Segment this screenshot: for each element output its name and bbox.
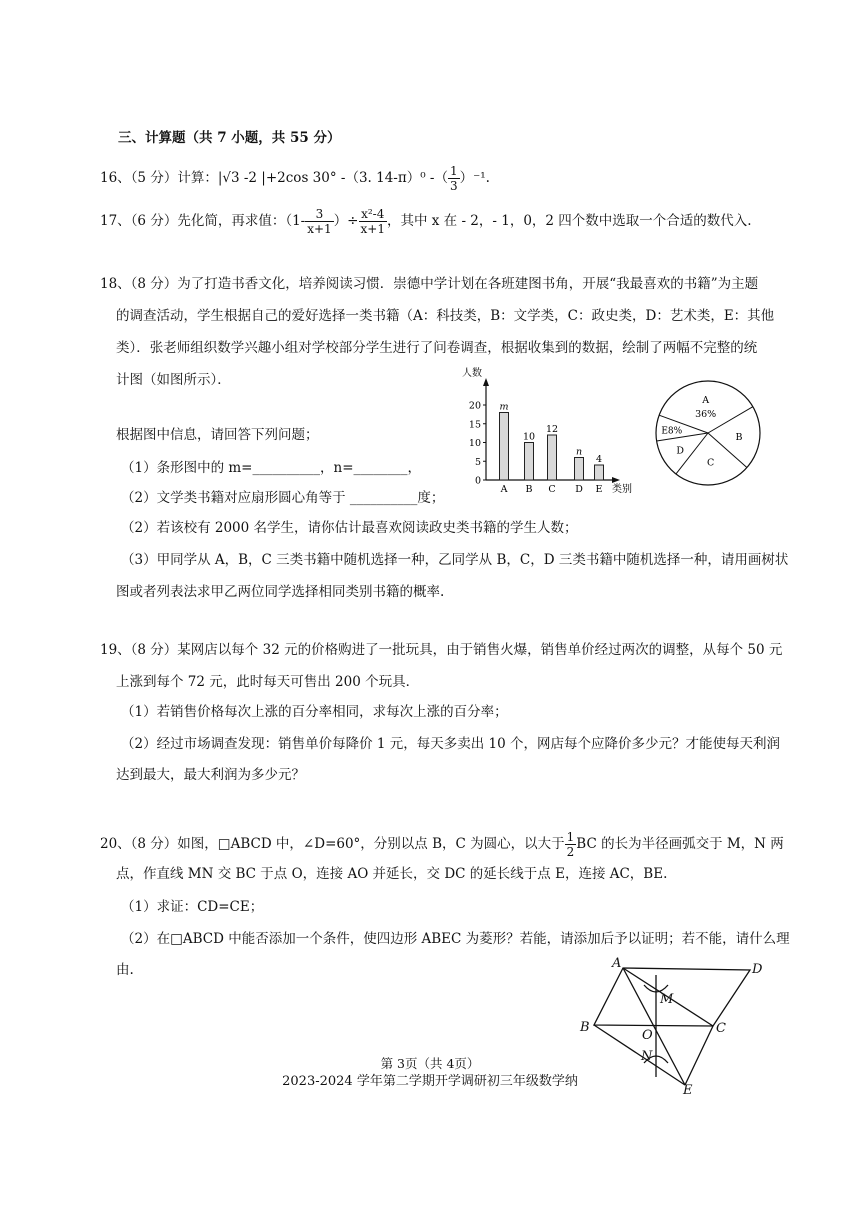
bar-D <box>575 458 584 481</box>
q16-tail: ）⁻¹. <box>459 170 490 186</box>
q16-number: 16、 <box>100 170 131 186</box>
pie-label-c: C <box>706 457 715 469</box>
q16-expression: |√3 -2 |+2cos 30° -（3. 14-π）⁰ -（ <box>217 170 448 186</box>
label-o: O <box>642 1028 653 1043</box>
q18-sub2: （2）文学类书籍对应扇形圆心角等于 __________度； <box>121 490 445 506</box>
pie-label-b: B <box>735 432 743 444</box>
x-tick-label: C <box>548 484 556 495</box>
label-d: D <box>752 962 763 977</box>
q20-line-1b: BC 的长为半径画弧交于 M，N 两 <box>576 836 784 852</box>
q17-fraction-1: $\frac{3}{x+1}$ <box>307 207 332 236</box>
pie-label-d: D <box>676 445 685 457</box>
label-a: A <box>612 956 622 971</box>
q18-line-4: 计图（如图所示）． <box>116 372 231 388</box>
label-n: N <box>641 1049 653 1064</box>
q19-line-2: 上涨到每个 72 元，此时每天可售出 200 个玩具． <box>116 674 420 690</box>
x-tick-label: A <box>500 484 508 495</box>
y-tick-label: 20 <box>468 400 481 412</box>
q20-line-2: 点，作直线 MN 交 BC 于点 O，连接 AO 并延长，交 DC 的延长线于点 E，连接 AC，BE. <box>116 866 668 882</box>
y-axis-arrow <box>483 378 489 386</box>
question-16 <box>100 164 490 193</box>
q17-fraction-2: $\frac{\text{x²-4}}{x+1}$ <box>360 207 385 236</box>
pie-label-a: A <box>702 395 710 407</box>
bar-A <box>500 413 509 481</box>
q17-mid: ）÷ <box>333 213 359 229</box>
x-tick-label: E <box>595 484 603 495</box>
q18-sub3: （2）若该校有 2000 名学生，请你估计最喜欢阅读政史类书籍的学生人数； <box>121 520 578 536</box>
bar-B <box>525 443 534 481</box>
q18-sub1: （1）条形图中的 m=__________，n=________， <box>121 460 421 476</box>
q20-fraction: $\frac{1}{2}$ <box>566 830 575 859</box>
question-17 <box>100 207 752 236</box>
q20-sub1: （1）求证：CD=CE； <box>121 899 264 915</box>
q18-line-1: 18、（8 分）为了打造书香文化，培养阅读习惯．崇德中学计划在各班建图书角，开展“我最喜欢的书籍”为主题 <box>100 276 759 292</box>
x-axis-arrow <box>612 477 620 483</box>
bar-data-label: 10 <box>522 431 536 443</box>
bar-chart <box>448 362 638 498</box>
q20-sub2-line2: 由. <box>116 962 134 978</box>
bar-data-label: n <box>575 446 583 458</box>
bar-E <box>595 465 604 480</box>
q18-sub4-line2: 图或者列表法求甲乙两位同学选择相同类别书籍的概率. <box>116 584 445 600</box>
label-c: C <box>716 1021 726 1036</box>
q19-sub1: （1）若销售价格每次上涨的百分率相同，求每次上涨的百分率； <box>121 704 508 720</box>
q20-sub2-line1: （2）在□ABCD 中能否添加一个条件，使四边形 ABEC 为菱形？若能，请添加后予以证明；若不能，请什么理 <box>121 931 790 947</box>
footer-title: 2023-2024 学年第二学期开学调研初三年级数学纳 <box>282 1074 578 1089</box>
bar-data-label: 4 <box>595 454 603 465</box>
pie-label-a-percent: 36% <box>695 409 717 421</box>
q19-line-1: 19、（8 分）某网店以每个 32 元的价格购进了一批玩具，由于销售火爆，销售单价经过两次的调整，从每个 50 元 <box>100 642 783 658</box>
x-tick-label: D <box>575 484 583 495</box>
label-b: B <box>580 1020 590 1035</box>
pie-label-e: E8% <box>661 426 683 437</box>
y-tick-label: 0 <box>474 475 481 487</box>
footer-page-number: 第 3页（共 4页） <box>380 1056 480 1071</box>
q19-sub2-line1: （2）经过市场调查发现：销售单价每降价 1 元，每天多卖出 10 个，网店每个应降价多少元？才能使每天利润 <box>121 736 781 752</box>
x-axis-label: 类别 <box>612 484 632 495</box>
y-tick-label: 15 <box>468 419 481 431</box>
q16-fraction: $\frac{1}{3}$ <box>450 164 458 193</box>
bar-data-label: 12 <box>545 424 559 435</box>
pie-chart <box>640 375 780 495</box>
q18-prompt: 根据图中信息，请回答下列问题； <box>116 427 319 443</box>
x-tick-label: B <box>525 484 533 495</box>
q17-number: 17、 <box>100 213 131 229</box>
y-axis-label: 人数 <box>462 368 482 379</box>
q17-tail: ，其中 x 在 - 2，- 1，0，2 四个数中选取一个合适的数代入. <box>386 213 752 229</box>
q17-lead: （6 分）先化简，再求值：（1- <box>130 213 306 229</box>
bar-data-label: m <box>499 401 509 413</box>
q18-line-2: 的调查活动，学生根据自己的爱好选择一类书籍（A：科技类，B：文学类，C：政史类，D：艺术类，E：其他 <box>116 308 775 324</box>
q20-line-1 <box>100 830 784 859</box>
y-tick-label: 5 <box>474 456 481 468</box>
q20-line-1a: 20、（8 分）如图，□ABCD 中，∠D=60°，分别以点 B，C 为圆心，以大于 <box>100 836 565 852</box>
label-m: M <box>660 992 674 1007</box>
q18-sub4-line1: （3）甲同学从 A，B，C 三类书籍中随机选择一种，乙同学从 B，C，D 三类书籍中随机选择一种，请用画树状 <box>121 552 789 568</box>
q18-line-3: 类）．张老师组织数学兴趣小组对学校部分学生进行了问卷调查，根据收集到的数据，绘制了两幅不完整的统 <box>116 340 758 356</box>
label-e: E <box>683 1083 693 1095</box>
q16-score: （5 分）计算： <box>130 170 218 186</box>
y-tick-label: 10 <box>468 438 481 449</box>
section-title: 三、计算题（共 7 小题，共 55 分） <box>118 130 341 146</box>
q19-sub2-line2: 达到最大，最大利润为多少元？ <box>116 767 305 783</box>
bar-C <box>548 435 557 480</box>
